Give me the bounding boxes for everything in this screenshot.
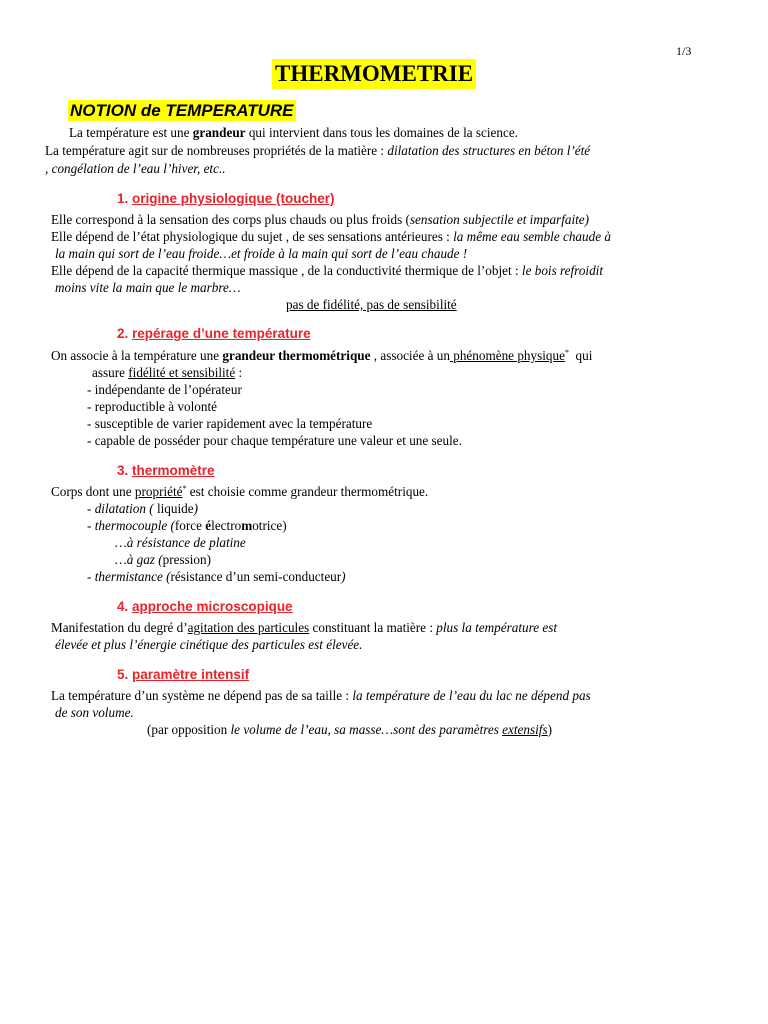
s2-line-2: assure fidélité et sensibilité : <box>92 365 243 380</box>
s1-line-1: Elle correspond à la sensation des corps plus chauds ou plus froids (sensation subjectile et imparfaite) <box>51 212 590 227</box>
s1-line-2: Elle dépend de l’état physiologique du sujet , de ses sensations antérieures : la même eau semble chaude à <box>51 229 611 244</box>
section-1-heading: 1. origine physiologique (toucher) <box>117 191 335 206</box>
list-item: - susceptible de varier rapidement avec la température <box>87 416 373 431</box>
page-title: THERMOMETRIE <box>272 59 476 89</box>
s1-line-4: Elle dépend de la capacité thermique massique , de la conductivité thermique de l’objet : le bois refroidit <box>51 263 603 278</box>
section-2-heading: 2. repérage d’une température <box>117 326 311 341</box>
s3-line-1: Corps dont une propriété* est choisie comme grandeur thermométrique. <box>51 484 429 499</box>
notion-line-2: La température agit sur de nombreuses propriétés de la matière : dilatation des structures en béton l’été <box>45 143 591 158</box>
s5-line-1: La température d’un système ne dépend pas de sa taille : la température de l’eau du lac ne dépend pas <box>51 688 591 703</box>
s1-line-5: moins vite la main que le marbre… <box>55 280 241 295</box>
s3-item-platine: …à résistance de platine <box>115 535 246 550</box>
list-item: - capable de posséder pour chaque température une valeur et une seule. <box>87 433 462 448</box>
s3-item-thermocouple: - thermocouple (force électromotrice) <box>87 518 287 533</box>
list-item: - reproductible à volonté <box>87 399 217 414</box>
notion-heading: NOTION de TEMPERATURE <box>70 101 294 120</box>
list-item: - indépendante de l’opérateur <box>87 382 242 397</box>
s1-line-3: la main qui sort de l’eau froide…et froide à la main qui sort de l’eau chaude ! <box>55 246 468 261</box>
notion-line-3: , congélation de l’eau l’hiver, etc.. <box>45 161 226 176</box>
section-5-heading: 5. paramètre intensif <box>117 667 250 682</box>
s3-item-thermistance: - thermistance (résistance d’un semi-conducteur) <box>87 569 346 584</box>
s4-line-2: élevée et plus l’énergie cinétique des particules est élevée. <box>55 637 363 652</box>
s3-item-gaz: …à gaz (pression) <box>115 552 211 567</box>
s5-line-3: (par opposition le volume de l’eau, sa masse…sont des paramètres extensifs) <box>147 722 552 737</box>
page-number: 1/3 <box>676 44 692 58</box>
section-4-heading: 4. approche microscopique <box>117 599 293 614</box>
s2-line-1: On associe à la température une grandeur thermométrique , associée à un phénomène physique* qui <box>51 348 593 363</box>
s4-line-1: Manifestation du degré d’agitation des particules constituant la matière : plus la température est <box>51 620 558 635</box>
notion-line-1: La température est une grandeur qui intervient dans tous les domaines de la science. <box>69 125 518 140</box>
s1-line-6: pas de fidélité, pas de sensibilité <box>286 297 457 312</box>
s5-line-2: de son volume. <box>55 705 134 720</box>
section-3-heading: 3. thermomètre <box>117 463 215 478</box>
s3-item-dilatation: - dilatation ( liquide) <box>87 501 199 516</box>
